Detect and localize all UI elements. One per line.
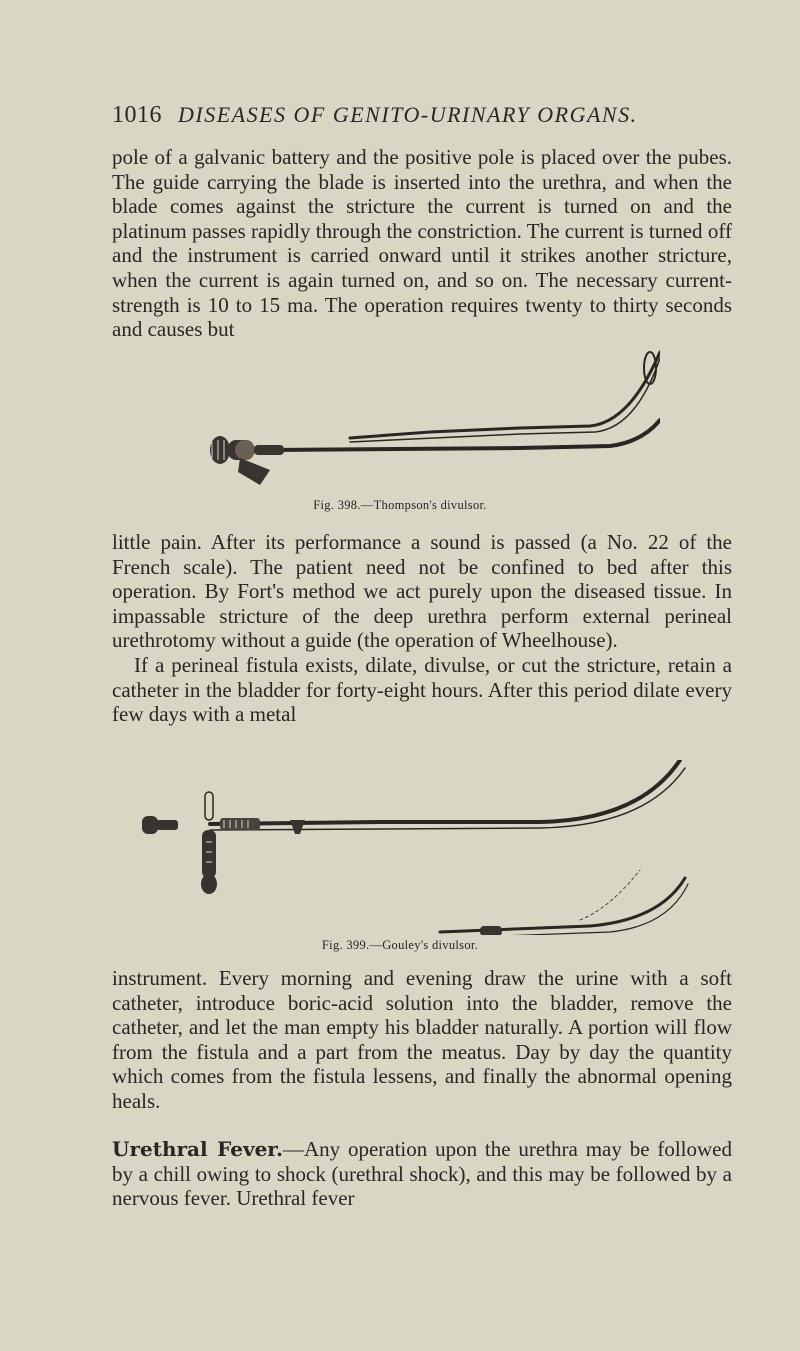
paragraph-1: pole of a galvanic battery and the positive pole is placed over the pubes. The guide carrying the blade is inserted into the urethra, and when the blade comes against the stricture the current is turned on and the platinum passes rapidly through the constriction. The current is turned off and the instrument is carried onward until it strikes another stricture, when the current is again turned on, and so on. The necessary current-strength is 10 to 15 ma. The operation requires twenty to thirty seconds and causes but: [112, 145, 732, 342]
paragraph-4: instrument. Every morning and evening draw the urine with a soft catheter, introduce boric-acid solution into the bladder, remove the catheter, and let the man empty his bladder naturally. A portion will flow from the fistula and a part from the meatus. Day by day the quantity which comes from the fistula lessens, and finally the abnormal opening heals.: [112, 966, 732, 1113]
figure-398-thompson-divulsor: [190, 350, 660, 485]
paragraph-2: little pain. After its performance a sound is passed (a No. 22 of the French scale). The patient need not be confined to bed after this operation. By Fort's method we act purely upon the diseased tissue. In impassable stricture of the deep urethra perform external perineal urethrotomy without a guide (the operation of Wheelhouse).: [112, 530, 732, 653]
section-run-in-heading: Urethral Fever.: [112, 1137, 283, 1161]
paragraph-5: [112, 1137, 732, 1211]
running-header: [112, 102, 732, 129]
running-title: DISEASES OF GENITO-URINARY ORGANS.: [178, 102, 638, 127]
page-number: 1016: [112, 102, 162, 128]
figure-399-gouley-divulsor: [140, 760, 700, 935]
paragraph-3: If a perineal fistula exists, dilate, divulse, or cut the stricture, retain a catheter in the bladder for forty-eight hours. After this period dilate every few days with a metal: [112, 653, 732, 727]
figure-398-caption: Fig. 398.—Thompson's divulsor.: [313, 498, 487, 512]
figure-399-caption: Fig. 399.—Gouley's divulsor.: [321, 938, 479, 952]
paragraph-5-text: —Any operation upon the urethra may be followed by a chill owing to shock (urethral shock), and this may be followed by a nervous fever. Urethral fever: [112, 1137, 732, 1211]
